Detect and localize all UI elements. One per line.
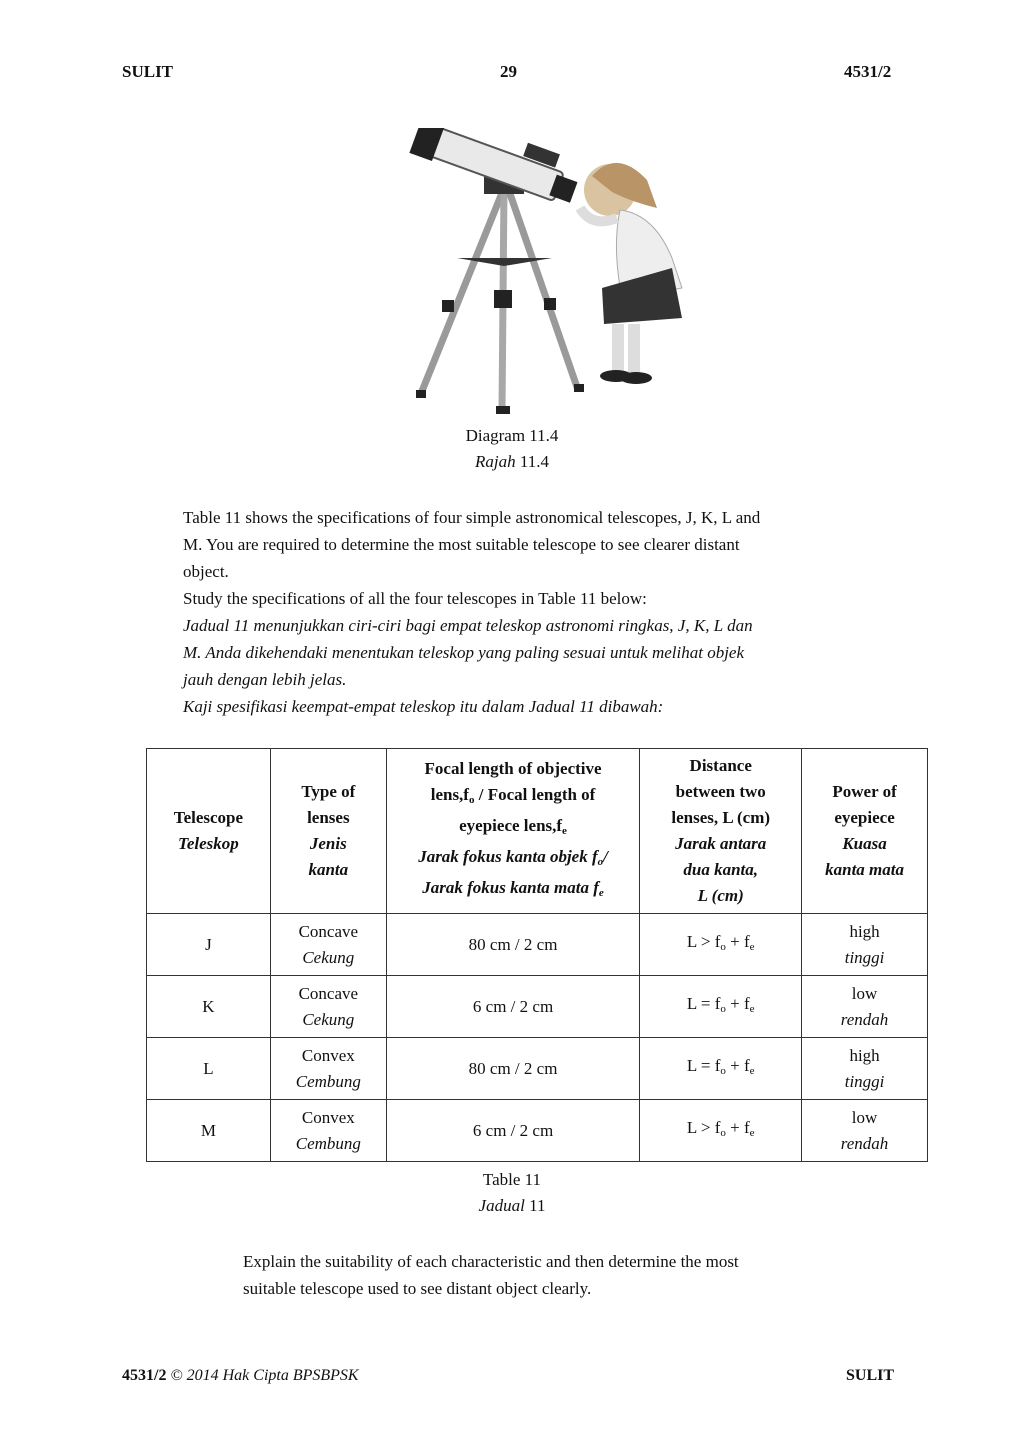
diagram-caption-ms-word: Rajah [475,452,516,471]
cell-distance: $L = f_o + f_e$ [640,976,802,1038]
question-line: Explain the suitability of each characteristic and then determine the most [243,1252,739,1271]
header-distance: Distance between two lenses, L (cm) Jarak antara dua kanta, L (cm) [640,749,802,914]
cell-power: low rendah [802,976,928,1038]
table-caption-ms: Jadual 11 [478,1196,546,1215]
footer-copyright: 4531/2 © 2014 Hak Cipta BPSBPSK [122,1367,359,1384]
table-row [147,1038,928,1100]
cell-distance: $L = f_o + f_e$ [640,1038,802,1100]
question-line: suitable telescope used to see distant object clearly. [243,1279,592,1298]
cell-telescope: M [147,1100,271,1162]
header-focal-length: Focal length of objective $lens,f_o$ / Focal length of eyepiece $lens,f_e$ Jarak fokus kanta objek $f_o/$ Jarak fokus kanta mata $f_e$ [386,749,640,914]
cell-focal: 6 cm / 2 cm [386,976,640,1038]
header-paper-code: 4531/2 [844,62,892,81]
cell-focal: 80 cm / 2 cm [386,914,640,976]
header-type: Type of lenses Jenis kanta [270,749,386,914]
table-row [147,976,928,1038]
telescope-girl-illustration [262,128,762,420]
tripod-foot [496,406,510,414]
diagram-caption: Diagram 11.4 [465,426,559,445]
tripod-leg-left [420,188,504,396]
intro-line: object. [183,562,229,581]
footer-sulit-right: SULIT [846,1367,895,1384]
intro-line-ms: Kaji spesifikasi keempat-empat teleskop itu dalam Jadual 11 dibawah: [183,697,664,716]
table-row [147,1100,928,1162]
cell-telescope: J [147,914,271,976]
table-row [147,914,928,976]
intro-paragraph [183,504,903,720]
intro-line-ms: Jadual 11 menunjukkan ciri-ciri bagi empat teleskop astronomi ringkas, J, K, L dan [183,616,753,635]
header-sulit-left: SULIT [122,62,174,81]
cell-distance: $L > f_o + f_e$ [640,1100,802,1162]
cell-telescope: L [147,1038,271,1100]
header-telescope: Telescope Teleskop [147,749,271,914]
intro-line: M. You are required to determine the most suitable telescope to see clearer distant [183,535,740,554]
cell-focal: 6 cm / 2 cm [386,1100,640,1162]
intro-line-ms: M. Anda dikehendaki menentukan teleskop yang paling sesuai untuk melihat objek [183,643,745,662]
question-text [243,1248,883,1302]
intro-line: Table 11 shows the specifications of four simple astronomical telescopes, J, K, L and [183,508,761,527]
cell-type: Convex Cembung [270,1100,386,1162]
header-power: Power of eyepiece Kuasa kanta mata [802,749,928,914]
page-number: 29 [500,62,517,81]
cell-power: high tinggi [802,1038,928,1100]
cell-focal: 80 cm / 2 cm [386,1038,640,1100]
cell-telescope: K [147,976,271,1038]
diagram-caption-ms: Rajah 11.4 [475,452,549,471]
cell-distance: $L > f_o + f_e$ [640,914,802,976]
cell-type: Concave Cekung [270,914,386,976]
cell-type: Convex Cembung [270,1038,386,1100]
cell-power: high tinggi [802,914,928,976]
tripod-leg-right [508,188,578,390]
cell-power: low rendah [802,1100,928,1162]
table-header-row [147,749,928,914]
intro-line-ms: jauh dengan lebih jelas. [183,670,347,689]
intro-line: Study the specifications of all the four telescopes in Table 11 below: [183,589,647,608]
cell-type: Concave Cekung [270,976,386,1038]
specification-table [146,748,928,1162]
table-caption: Table 11 [482,1170,542,1189]
